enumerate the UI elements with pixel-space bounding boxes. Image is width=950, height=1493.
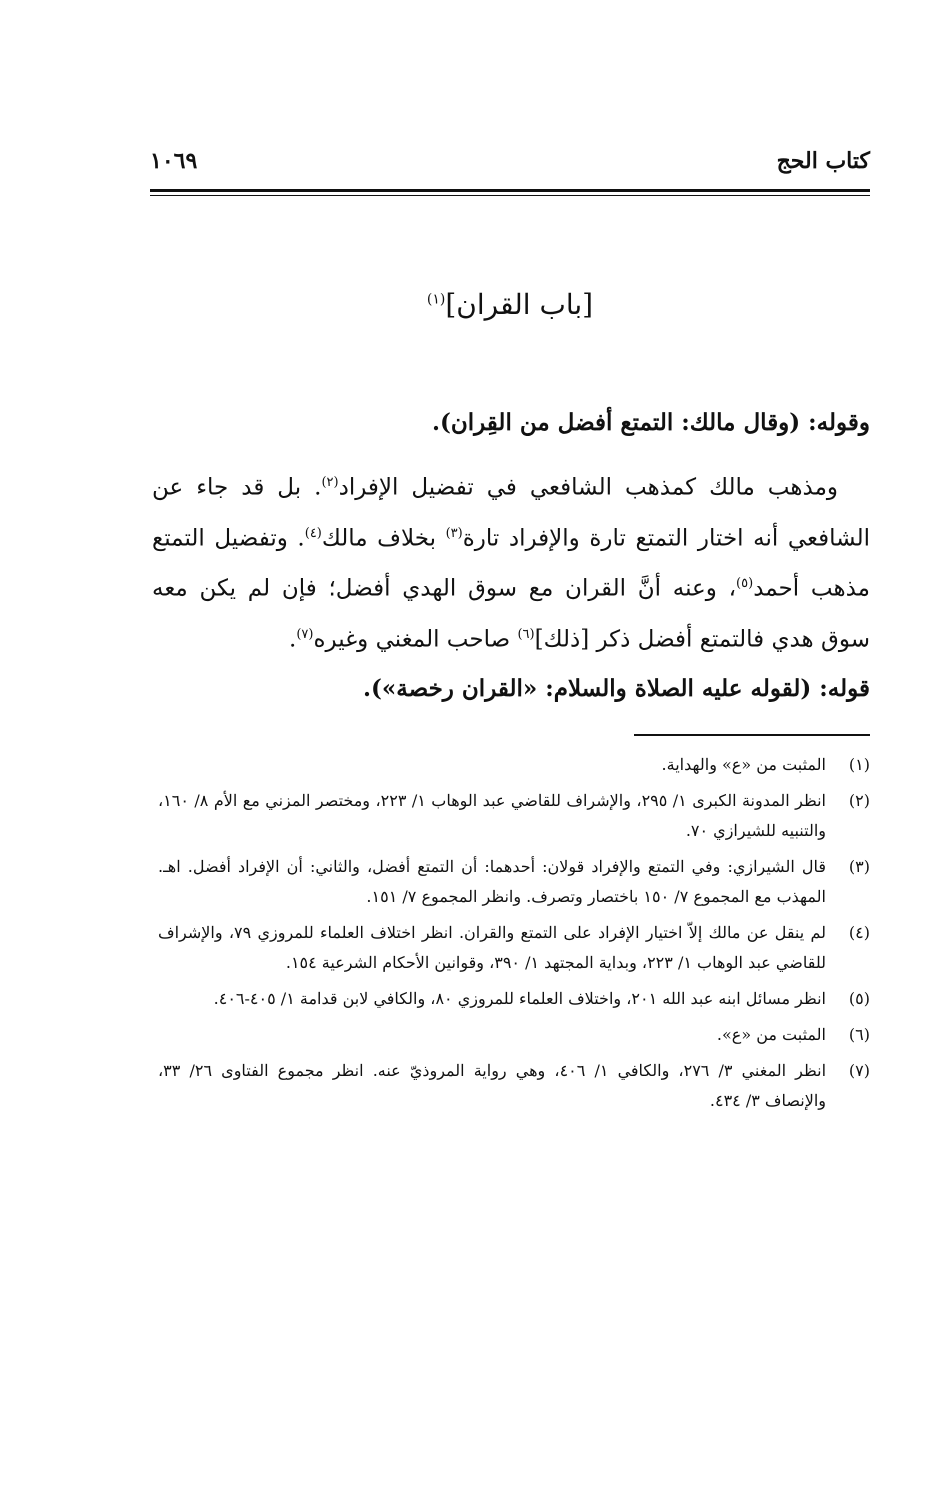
running-title: كتاب الحج bbox=[776, 148, 870, 174]
footnote-text: قال الشيرازي: وفي التمتع والإفراد قولان: أحدهما: أن التمتع أفضل، والثاني: أن الإفراد أفضل. اهـ. المهذب مع المجموع ٧/ ١٥٠ باختصار وتصرف. وانظر المجموع ٧/ ١٥١. bbox=[158, 857, 826, 906]
paragraph-text: . وتفضيل التمتع مذهب أحمد bbox=[152, 525, 870, 602]
paragraph-text: ، وعنه أنَّ القران مع سوق الهدي أفضل؛ فإن لم يكن معه سوق هدي فالتمتع أفضل ذكر [ذلك] bbox=[152, 575, 870, 653]
footnote-text: المثبت من «ع». bbox=[716, 1025, 826, 1044]
footnote-number: (٤) bbox=[848, 923, 870, 942]
header-rule-thick bbox=[150, 189, 870, 192]
footnote-text: انظر مسائل ابنه عبد الله ٢٠١، واختلاف العلماء للمروزي ٨٠، والكافي لابن قدامة ١/ ٤٠٥-٤٠٦. bbox=[213, 989, 826, 1008]
footnote-number: (٣) bbox=[848, 857, 870, 876]
footnote-item bbox=[158, 750, 870, 780]
footnote-number: (٢) bbox=[848, 791, 870, 810]
footnote-text: انظر المدونة الكبرى ١/ ٢٩٥، والإشراف للقاضي عبد الوهاب ١/ ٢٢٣، ومختصر المزني مع الأم ٨/ ١٦٠، والتنبيه للشيرازي ٧٠. bbox=[158, 791, 826, 840]
footnote-item bbox=[158, 984, 870, 1014]
paragraph-text: بخلاف مالك bbox=[321, 525, 446, 552]
footnote-number: (٥) bbox=[848, 989, 870, 1008]
footnote-ref: (٥) bbox=[736, 576, 754, 592]
footnotes bbox=[158, 750, 870, 1122]
chapter-title-text: [باب القران] bbox=[445, 288, 594, 321]
footnote-ref: (٦) bbox=[517, 626, 535, 642]
quoted-statement-1: وقوله: (وقال مالك: التمتع أفضل من القِران). bbox=[431, 409, 870, 436]
paragraph-text: . bbox=[289, 626, 297, 653]
paragraph-text: ومذهب مالك كمذهب الشافعي في تفضيل الإفراد bbox=[338, 474, 838, 501]
main-paragraph bbox=[152, 460, 870, 663]
footnote-item bbox=[158, 918, 870, 978]
footnote-item bbox=[158, 852, 870, 912]
footnote-text: انظر المغني ٣/ ٢٧٦، والكافي ١/ ٤٠٦، وهي رواية المروذيّ عنه. انظر مجموع الفتاوى ٢٦/ ٣٣، والإنصاف ٣/ ٤٣٤. bbox=[158, 1061, 827, 1110]
quoted-statement-2: قوله: (لقوله عليه الصلاة والسلام: «القران رخصة»). bbox=[363, 675, 870, 702]
footnote-number: (٧) bbox=[848, 1061, 870, 1080]
footnote-number: (٦) bbox=[848, 1025, 870, 1044]
footnote-text: لم ينقل عن مالك إلاّ اختيار الإفراد على التمتع والقران. انظر اختلاف العلماء للمروزي ٧٩، والإشراف للقاضي عبد الوهاب ١/ ٢٢٣، وبداية المجتهد ١/ ٣٩٠، وقوانين الأحكام الشرعية ١٥٤. bbox=[158, 923, 827, 972]
footnote-ref: (٢) bbox=[321, 475, 339, 490]
paragraph-text: صاحب المغني وغيره bbox=[313, 626, 518, 653]
footnote-ref: (٤) bbox=[304, 525, 322, 541]
footnote-separator bbox=[634, 734, 870, 736]
footnote-number: (١) bbox=[848, 755, 870, 774]
page-number: ١٠٦٩ bbox=[150, 148, 198, 174]
footnote-ref: (٧) bbox=[296, 626, 314, 642]
running-head bbox=[150, 148, 870, 188]
chapter-title bbox=[150, 288, 870, 321]
footnote-item bbox=[158, 786, 870, 846]
header-rule-thin bbox=[150, 195, 870, 196]
footnote-item bbox=[158, 1020, 870, 1050]
footnote-ref: (٣) bbox=[445, 525, 463, 541]
footnote-item bbox=[158, 1056, 870, 1116]
footnote-text: المثبت من «ع» والهداية. bbox=[661, 755, 826, 774]
chapter-footnote-ref: (١) bbox=[426, 291, 446, 308]
paragraph-text: . بل قد جاء عن الشافعي أنه اختار التمتع تارة والإفراد تارة bbox=[152, 474, 871, 552]
